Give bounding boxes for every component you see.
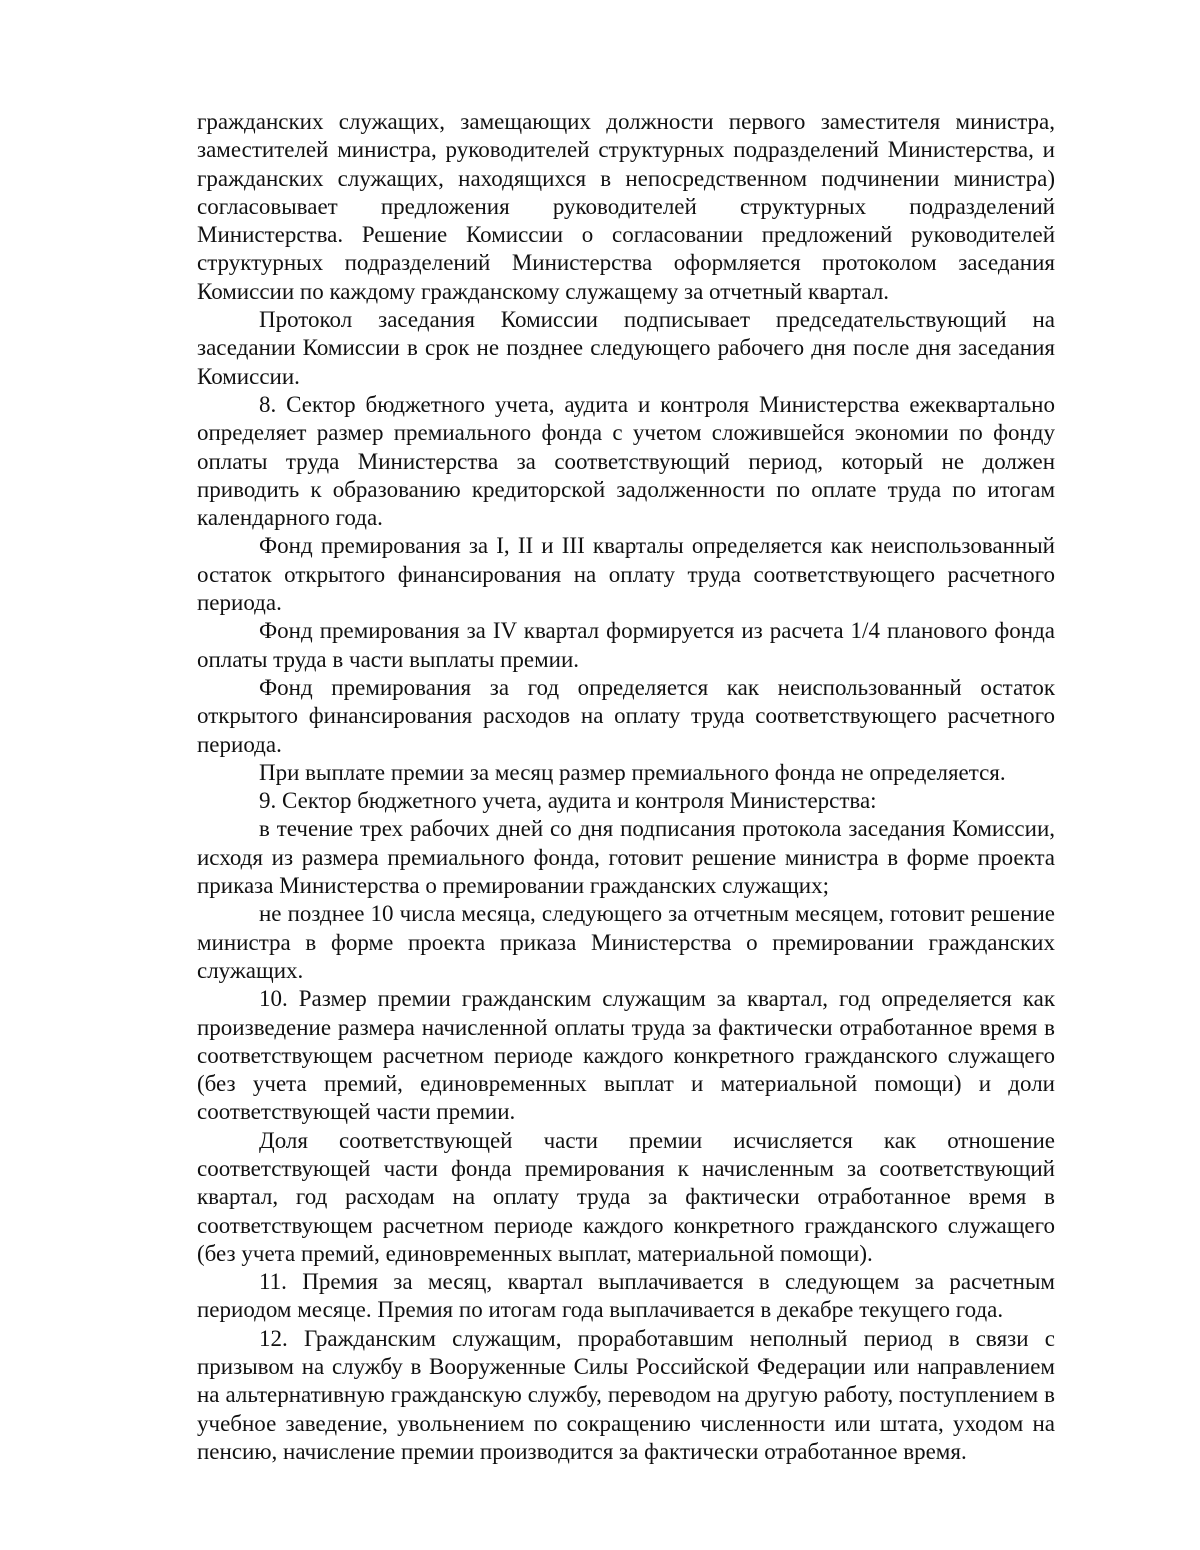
paragraph-fund-quarters: Фонд премирования за I, II и III кварталы определяется как неиспользованный остаток открытого финансирования на оплату труда соответствующего расчетного периода.	[197, 533, 1055, 616]
paragraph-monthly-bonus: При выплате премии за месяц размер премиального фонда не определяется.	[259, 759, 1006, 785]
paragraph-share-definition: Доля соответствующей части премии исчисляется как отношение соответствующей части фонда премирования к начисленным за соответствующий квартал, год расходам на оплату труда за фактически отработанное время в соответствующем расчетном периоде каждого конкретного гражданского служащего (без учета премий, единовременных выплат, материальной помощи).	[197, 1127, 1055, 1266]
paragraph-item-8: 8. Сектор бюджетного учета, аудита и контроля Министерства ежеквартально определяет размер премиального фонда с учетом сложившейся экономии по фонду оплаты труда Министерства за соответствующий период, который не должен приводить к образованию кредиторской задолженности по оплате труда по итогам календарного года.	[197, 391, 1055, 531]
paragraph-item-9: 9. Сектор бюджетного учета, аудита и контроля Министерства:	[259, 788, 877, 814]
paragraph-item-11: 11. Премия за месяц, квартал выплачивается в следующем за расчетным периодом месяце. Премия по итогам года выплачивается в декабре текущего года.	[197, 1269, 1055, 1323]
paragraph-item-9-tenth-day: не позднее 10 числа месяца, следующего за отчетным месяцем, готовит решение министра в форме проекта приказа Министерства о премировании гражданских служащих.	[197, 901, 1055, 983]
paragraph-item-12: 12. Гражданским служащим, проработавшим неполный период в связи с призывом на службу в Вооруженные Силы Российской Федерации или направлением на альтернативную гражданскую службу, переводом на другую работу, поступлением в учебное заведение, увольнением по сокращению численности или штата, уходом на пенсию, начисление премии производится за фактически отработанное время.	[197, 1325, 1055, 1464]
paragraph-fund-year: Фонд премирования за год определяется как неиспользованный остаток открытого финансирования расходов на оплату труда соответствующего расчетного периода.	[197, 674, 1055, 757]
paragraph-continuation: гражданских служащих, замещающих должности первого заместителя министра, заместителей министра, руководителей структурных подразделений Министерства, и гражданских служащих, находящихся в непосредственном подчинении министра) согласовывает предложения руководителей структурных подразделений Министерства. Решение Комиссии о согласовании предложений руководителей структурных подразделений Министерства оформляется протоколом заседания Комиссии по каждому гражданскому служащему за отчетный квартал.	[197, 109, 1055, 304]
document-body	[197, 108, 1055, 1466]
paragraph-protocol-signing: Протокол заседания Комиссии подписывает председательствующий на заседании Комиссии в срок не позднее следующего рабочего дня после дня заседания Комиссии.	[197, 307, 1055, 389]
paragraph-fund-q4: Фонд премирования за IV квартал формируется из расчета 1/4 планового фонда оплаты труда в части выплаты премии.	[197, 618, 1055, 672]
paragraph-item-10: 10. Размер премии гражданским служащим за квартал, год определяется как произведение размера начисленной оплаты труда за фактически отработанное время в соответствующем расчетном периоде каждого конкретного гражданского служащего (без учета премий, единовременных выплат и материальной помощи) и доли соответствующей части премии.	[197, 986, 1055, 1125]
paragraph-item-9-three-days: в течение трех рабочих дней со дня подписания протокола заседания Комиссии, исходя из размера премиального фонда, готовит решение министра в форме проекта приказа Министерства о премировании гражданских служащих;	[197, 816, 1055, 899]
